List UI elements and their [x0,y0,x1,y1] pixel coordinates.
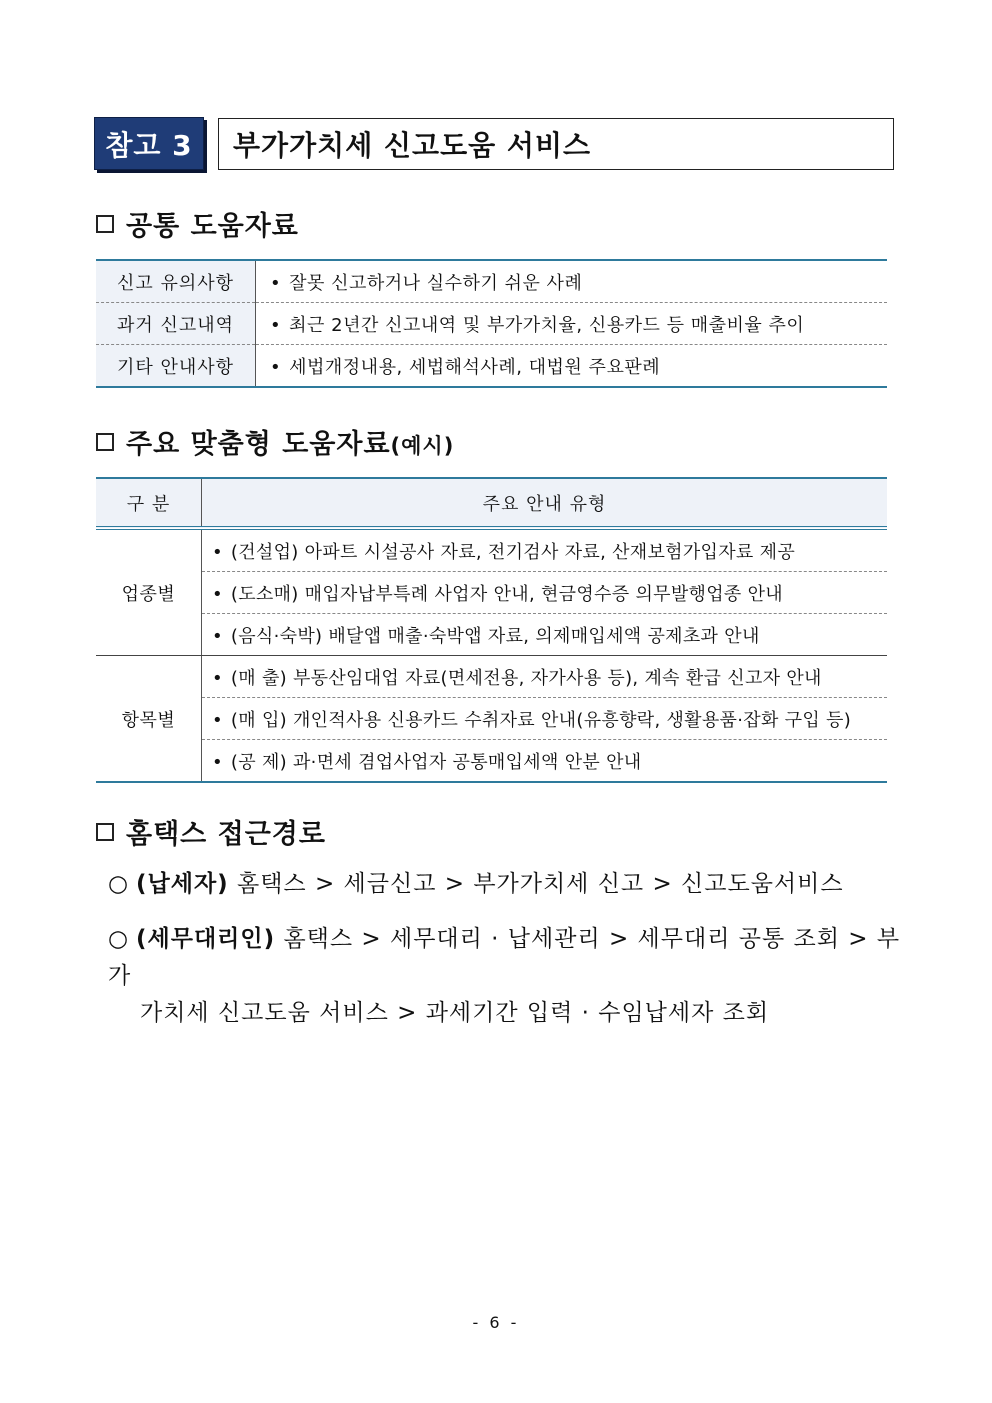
title-block [94,117,894,171]
row-value-text: 세법개정내용, 세법해석사례, 대법원 주요판례 [289,356,661,378]
row-label: 신고 유의사항 [96,260,256,303]
column-header-category: 구 분 [96,478,202,528]
list-item [202,698,888,740]
page-number: - 6 - [472,1313,520,1332]
circle-bullet-icon: ○ [108,871,130,897]
section-heading-text-wrap [126,422,454,461]
bullet-icon: • [212,709,223,731]
path-role: (납세자) [136,871,229,897]
path-text: 홈택스 > 세금신고 > 부가가치세 신고 > 신고도움서비스 [237,871,844,897]
list-item-text: (매 출) 부동산임대업 자료(면세전용, 자가사용 등), 계속 환급 신고자 안내 [230,667,822,689]
row-value-text: 잘못 신고하거나 실수하기 쉬운 사례 [289,272,583,294]
bullet-icon: • [212,541,223,563]
list-item [202,740,888,783]
circle-bullet-icon: ○ [108,926,130,952]
path-role: (세무대리인) [136,926,276,952]
table-header-row [96,478,887,528]
table-row [96,572,887,614]
row-label: 기타 안내사항 [96,345,256,388]
list-item [202,528,888,572]
bullet-icon: • [270,314,282,336]
table-row [96,698,887,740]
common-materials-table [96,259,887,388]
list-item [202,572,888,614]
list-item-text: (매 입) 개인적사용 신용카드 수취자료 안내(유흥향락, 생활용품·잡화 구입 등) [230,709,852,731]
section-heading-text: 공통 도움자료 [126,211,299,242]
bullet-icon: • [212,667,223,689]
table-row [96,656,887,698]
bullet-icon: • [212,625,223,647]
custom-materials-table [96,477,887,783]
checkbox-square-icon [96,823,114,841]
bullet-icon: • [212,583,223,605]
list-item [202,614,888,656]
bullet-icon: • [270,356,282,378]
list-item-text: (건설업) 아파트 시설공사 자료, 전기검사 자료, 산재보험가입자료 제공 [230,541,796,563]
checkbox-square-icon [96,215,114,233]
section-heading-common [96,204,299,243]
list-item-text: (도소매) 매입자납부특례 사업자 안내, 현금영수증 의무발행업종 안내 [230,583,783,605]
section-heading-text: 주요 맞춤형 도움자료 [126,429,391,460]
section-heading-custom [96,422,454,461]
path-text-continued: 가치세 신고도움 서비스 > 과세기간 입력 · 수임납세자 조회 [140,1000,770,1026]
checkbox-square-icon [96,433,114,451]
reference-label: 참고 3 [94,117,204,170]
heading-suffix: (예시) [390,434,455,458]
list-item [202,656,888,698]
path-text: 홈택스 > 세무대리 · 납세관리 > 세무대리 공통 조회 > 부가 [108,926,901,989]
group-label: 업종별 [96,528,202,656]
row-value [256,345,888,388]
column-header-type: 주요 안내 유형 [202,478,888,528]
row-label: 과거 신고내역 [96,303,256,345]
bullet-icon: • [212,751,223,773]
row-value [256,303,888,345]
table-row [96,303,887,345]
list-item-text: (음식·숙박) 배달앱 매출·숙박앱 자료, 의제매입세액 공제초과 안내 [230,625,760,647]
table-row [96,345,887,388]
row-value-text: 최근 2년간 신고내역 및 부가가치율, 신용카드 등 매출비율 추이 [289,314,805,336]
table-row [96,528,887,572]
access-path-agent [108,921,908,1032]
list-item-text: (공 제) 과·면세 겸업사업자 공통매입세액 안분 안내 [230,751,642,773]
bullet-icon: • [270,272,282,294]
table-row [96,614,887,656]
access-path-taxpayer [108,866,908,903]
table-row [96,740,887,783]
section-heading-text: 홈택스 접근경로 [126,819,326,850]
table-row [96,260,887,303]
row-value [256,260,888,303]
section-heading-hometax [96,812,326,851]
group-label: 항목별 [96,656,202,783]
page-title: 부가가치세 신고도움 서비스 [218,118,894,170]
